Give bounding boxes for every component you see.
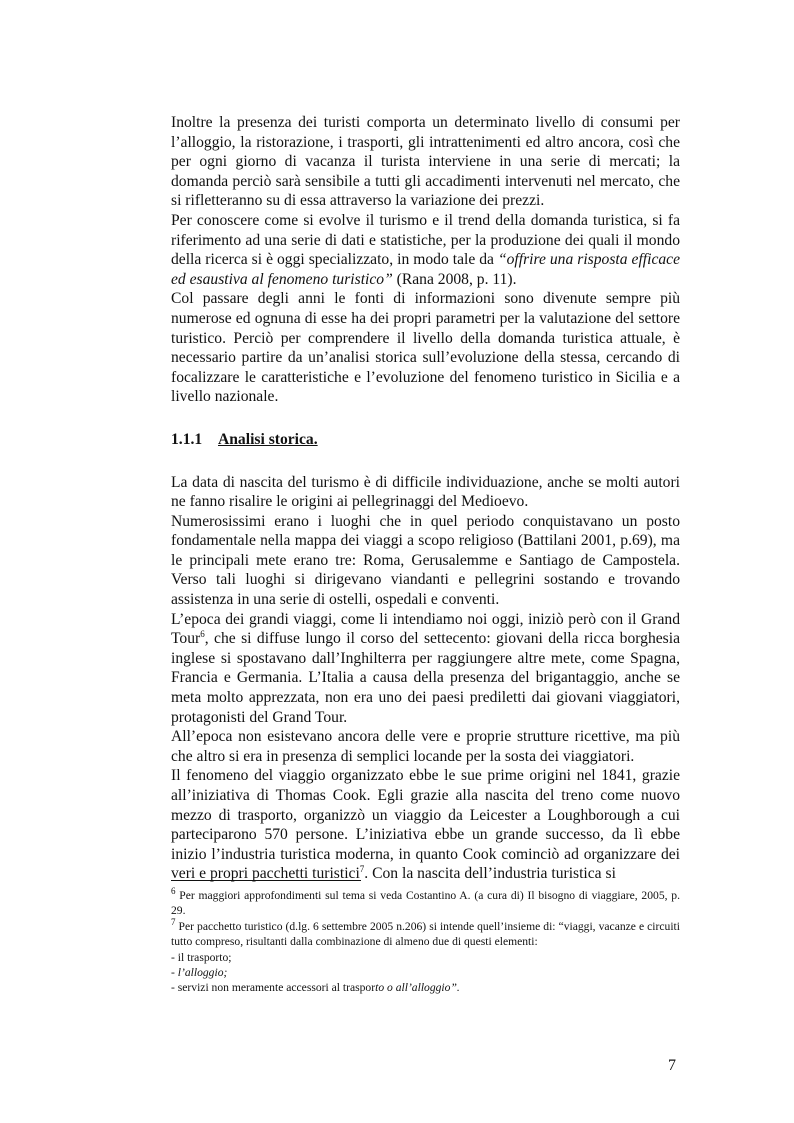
paragraph-5-text: Numerosissimi erano i luoghi che in quel periodo conquistavano un posto fondamentale nella mappa dei viaggi a scopo religioso (Battilani 2001, p.69), ma le principali mete erano tre: Roma, Gerusalemme e Santiago de Campostela. Verso tali luoghi si dirigevano viandanti e pellegrini sostando e trovando assistenza in una serie di ostelli, ospedali e conventi. bbox=[171, 512, 680, 609]
paragraph-2-quote: “offrire una risposta efficace ed esaustiva al fenomeno turistico” bbox=[171, 251, 680, 288]
section-title: Analisi storica. bbox=[218, 430, 318, 448]
footnote-6-text: Per maggiori approfondimenti sul tema si veda Costantino A. (a cura di) Il bisogno di viaggiare, 2005, p. 29. bbox=[171, 889, 680, 918]
footnote-7-marker: 7 bbox=[171, 916, 176, 927]
body-text bbox=[171, 113, 680, 884]
footnotes bbox=[171, 888, 680, 996]
paragraph-8-text-end: . Con la nascita dell’industria turistica si bbox=[364, 865, 616, 883]
section-number: 1.1.1 bbox=[171, 430, 203, 448]
paragraph-1-text: Inoltre la presenza dei turisti comporta un determinato livello di consumi per l’alloggio, la ristorazione, i trasporti, gli intrattenimenti ed altro ancora, così che per ogni giorno di vacanza il turista interviene in una serie di mercati; la domanda perciò sarà sensibile a tutti gli accadimenti intervenuti nel mercato, che si rifletteranno su di essa attraverso la variazione dei prezzi. bbox=[171, 114, 680, 210]
footnote-7-item-2 bbox=[171, 965, 680, 980]
paragraph-3-text: Col passare degli anni le fonti di informazioni sono divenute sempre più numerose ed ognuna di esse ha dei propri parametri per la valutazione del settore turistico. Perciò per comprendere il livello della domanda turistica attuale, è necessario partire da un’analisi storica sull’evoluzione della stessa, cercando di focalizzare le caratteristiche e l’evoluzione del fenomeno turistico in Sicilia e a livello nazionale. bbox=[171, 290, 680, 406]
paragraph-6-text-end: , che si diffuse lungo il corso del settecento: giovani della ricca borghesia inglese si spostavano dall’Inghilterra per raggiungere altre mete, come Spagna, Francia e Germania. L’Italia a causa della presenza del brigantaggio, anche se meta molto apprezzata, non era uno dei paesi prediletti dai giovani viaggiatori, protagonisti del Grand Tour. bbox=[171, 630, 680, 726]
footnote-7-item-2-text: l’alloggio; bbox=[177, 966, 228, 980]
footnote-ref-6[interactable]: 6 bbox=[200, 629, 205, 640]
footnote-7-item-3-text: - servizi non meramente accessori al traspor bbox=[171, 981, 376, 995]
footnote-7-item-3 bbox=[171, 980, 680, 995]
footnote-7 bbox=[171, 916, 680, 950]
paragraph-7 bbox=[171, 727, 680, 766]
paragraph-1 bbox=[171, 113, 680, 211]
footnote-divider bbox=[171, 880, 361, 881]
paragraph-2-text: Per conoscere come si evolve il turismo e il trend della domanda turistica, si fa riferimento ad una serie di dati e statistiche, per la produzione dei quali il mondo della ricerca si è oggi specializzato, in modo tale da bbox=[171, 211, 680, 269]
footnote-7-text: Per pacchetto turistico (d.lg. 6 settembre 2005 n.206) si intende quell’insieme di: “viaggi, vacanze e circuiti tutto compreso, risultanti dalla combinazione di almeno due di questi elementi: bbox=[171, 919, 680, 949]
footnote-7-item-1 bbox=[171, 950, 680, 965]
paragraph-4 bbox=[171, 473, 680, 512]
paragraph-2 bbox=[171, 211, 680, 289]
page-number: 7 bbox=[668, 1057, 676, 1074]
footnote-7-item-3-italic: to o all’alloggio”. bbox=[375, 981, 460, 995]
footnote-7-item-1-text: - il trasporto; bbox=[171, 950, 232, 964]
footnote-6 bbox=[171, 888, 680, 919]
paragraph-3 bbox=[171, 289, 680, 407]
paragraph-4-text: La data di nascita del turismo è di difficile individuazione, anche se molti autori ne fanno risalire le origini ai pellegrinaggi del Medioevo. bbox=[171, 473, 680, 511]
paragraph-8-text: Il fenomeno del viaggio organizzato ebbe le sue prime origini nel 1841, grazie all’iniziativa di Thomas Cook. Egli grazie alla nascita del treno come nuovo mezzo di trasporto, organizzò un viaggio da Leicester a Loughborough a cui parteciparono 570 persone. L’iniziativa ebbe un grande successo, da lì ebbe inizio l’industria turistica moderna, in quanto Cook cominciò ad organizzare dei veri e propri pacchetti turistici bbox=[171, 767, 680, 883]
paragraph-2-citation: (Rana 2008, p. 11). bbox=[392, 270, 517, 288]
paragraph-7-text: All’epoca non esistevano ancora delle vere e proprie strutture ricettive, ma più che altro si era in presenza di semplici locande per la sosta dei viaggiatori. bbox=[171, 728, 680, 765]
footnote-6-marker: 6 bbox=[171, 886, 176, 897]
paragraph-5 bbox=[171, 512, 680, 610]
footnote-7-item-2-dash: - bbox=[171, 966, 178, 980]
paragraph-8 bbox=[171, 766, 680, 884]
footnote-ref-7[interactable]: 7 bbox=[359, 864, 365, 875]
section-heading bbox=[171, 430, 680, 450]
paragraph-6 bbox=[171, 610, 680, 728]
paragraph-6-text: L’epoca dei grandi viaggi, come li intendiamo noi oggi, iniziò però con il Grand Tour bbox=[171, 610, 680, 648]
